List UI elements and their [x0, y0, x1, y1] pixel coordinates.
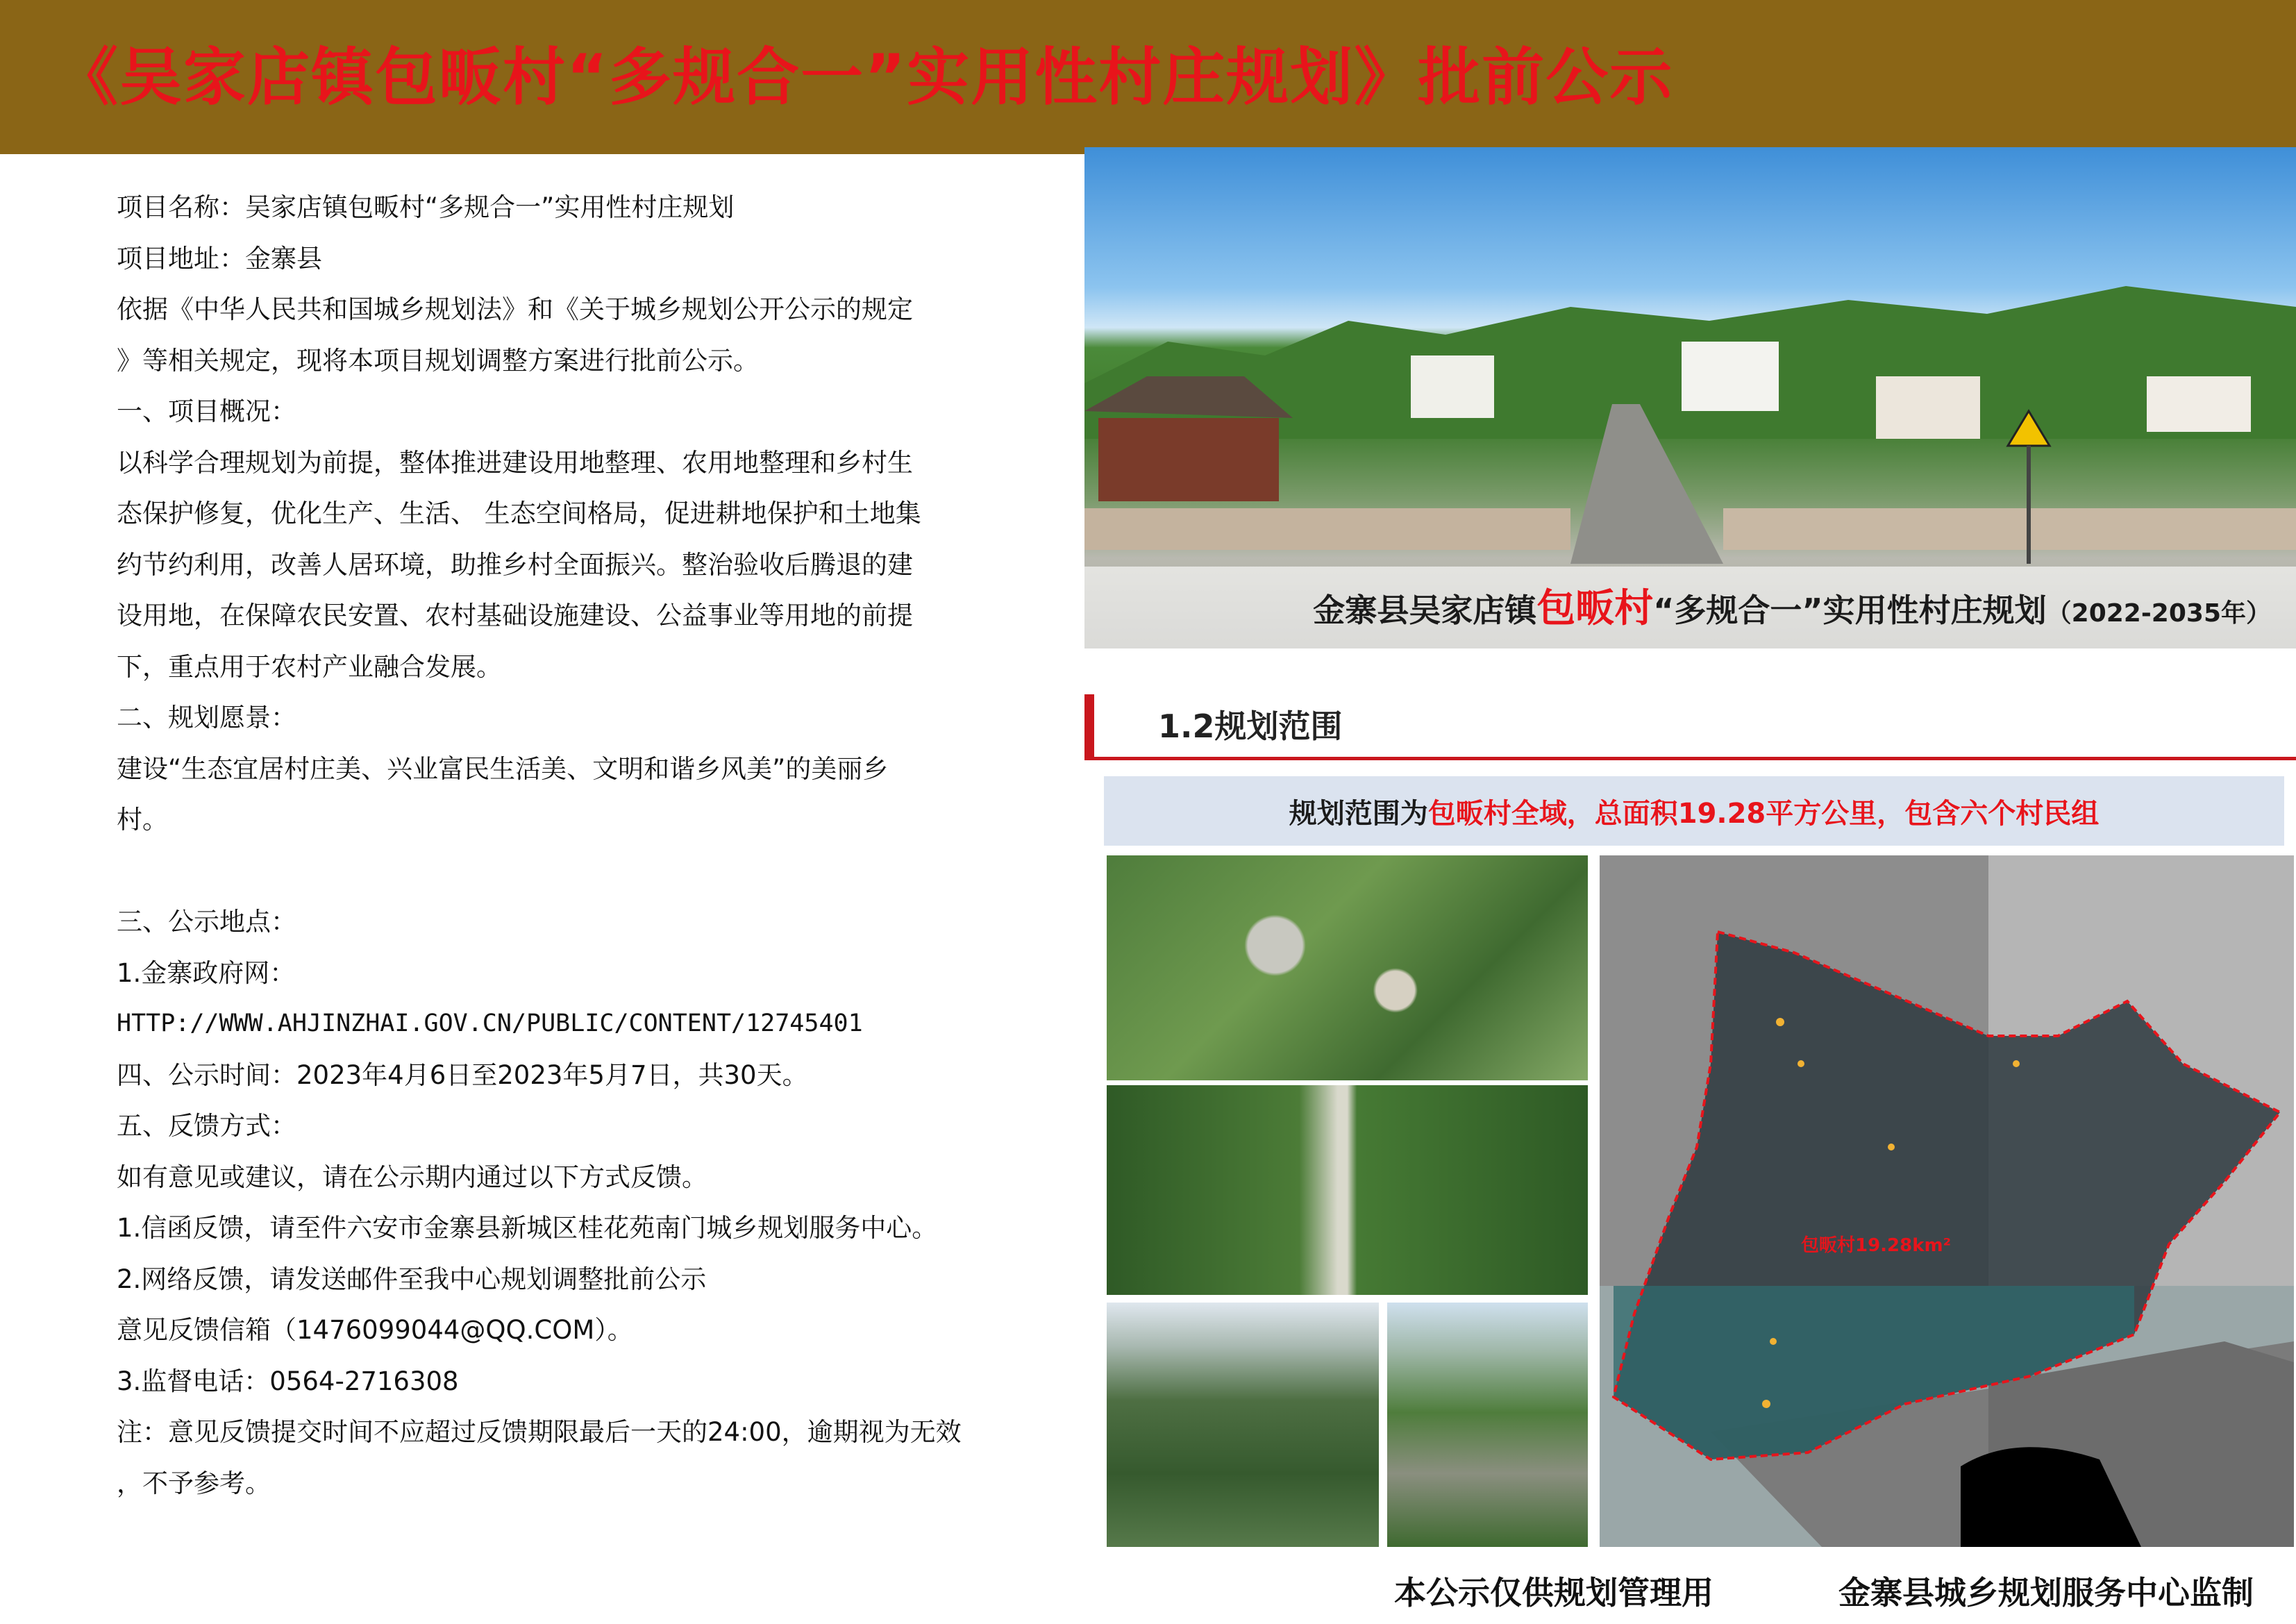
notice-line: ，不予参考。: [117, 1468, 271, 1498]
section-title: 1.2规划范围: [1158, 708, 1343, 745]
hero-caption-band: [1084, 567, 2296, 648]
phone-line: 3.监督电话：0564-2716308: [117, 1366, 459, 1396]
notice-line: 项目名称：吴家店镇包畈村“多规合一”实用性村庄规划: [117, 192, 735, 222]
notice-line: 下，重点用于农村产业融合发展。: [117, 651, 502, 682]
scope-highlight: 包畈村全域，总面积19.28平方公里，包含六个村民组: [1427, 798, 2100, 830]
notice-line: 约节约利用，改善人居环境，助推乡村全面振兴。整治验收后腾退的建: [117, 549, 913, 580]
notice-line: 》等相关规定，现将本项目规划调整方案进行批前公示。: [117, 345, 759, 376]
boundary-map-graphic: [1600, 855, 2294, 1547]
river-village-photo: [1387, 1303, 1588, 1547]
email-line[interactable]: 意见反馈信箱（1476099044@QQ.COM）。: [117, 1315, 633, 1345]
notice-line: 注：意见反馈提交时间不应超过反馈期限最后一天的24:00，逾期视为无效: [117, 1417, 962, 1447]
map-area-label: 包畈村19.28km²: [1801, 1235, 1952, 1256]
mountain-pond-photo: [1107, 1303, 1379, 1547]
notice-line: 1.金寨政府网：: [117, 957, 296, 988]
planning-boundary-map: [1600, 855, 2294, 1547]
footer-supervisor: 金寨县城乡规划服务中心监制: [1838, 1574, 2254, 1612]
notice-line: 依据《中华人民共和国城乡规划法》和《关于城乡规划公开公示的规定: [117, 294, 913, 324]
aerial-village-photo: [1107, 855, 1588, 1080]
notice-line: 四、公示时间：2023年4月6日至2023年5月7日，共30天。: [117, 1060, 808, 1090]
village-hero-photo: [1084, 147, 2296, 648]
section-accent-bar: [1084, 694, 1094, 757]
notice-line: 设用地，在保障农民安置、农村基础设施建设、公益事业等用地的前提: [117, 601, 913, 630]
section-divider: [1084, 757, 2296, 760]
aerial-forest-road-photo: [1107, 1085, 1588, 1295]
spacer: [117, 846, 1089, 897]
notice-line: 五、反馈方式：: [117, 1111, 296, 1141]
scope-prefix: 规划范围为: [1289, 798, 1428, 830]
caption-years: （2022-2035年）: [2046, 599, 2271, 628]
scope-banner: [1104, 776, 2284, 846]
notice-line: 建设“生态宜居村庄美、兴业富民生活美、文明和谐乡风美”的美丽乡: [117, 753, 889, 784]
notice-line: 二、规划愿景：: [117, 703, 296, 733]
website-url-link[interactable]: HTTP://WWW.AHJINZHAI.GOV.CN/PUBLIC/CONTENT/12745401: [117, 1010, 863, 1037]
notice-line: 2.网络反馈，请发送邮件至我中心规划调整批前公示: [117, 1264, 707, 1294]
notice-line: 如有意见或建议，请在公示期内通过以下方式反馈。: [117, 1162, 707, 1192]
hero-caption: [1313, 578, 2271, 633]
caption-village: 包畈村: [1536, 586, 1654, 631]
notice-line: 项目地址：金寨县: [117, 243, 322, 274]
notice-line: 态保护修复，优化生产、生活、 生态空间格局，促进耕地保护和土地集: [117, 499, 921, 528]
page-title: 《吴家店镇包畈村“多规合一”实用性村庄规划》批前公示: [56, 41, 1674, 114]
footer-note: 本公示仅供规划管理用: [1394, 1574, 1713, 1612]
notice-text: [117, 182, 1089, 1509]
header-banner: [0, 0, 2296, 154]
notice-line: 村。: [117, 805, 168, 835]
notice-line: 1.信函反馈，请至件六安市金寨县新城区桂花苑南门城乡规划服务中心。: [117, 1213, 938, 1243]
caption-suffix: “多规合一”实用性村庄规划: [1653, 592, 2047, 629]
notice-line: 以科学合理规划为前提，整体推进建设用地整理、农用地整理和乡村生: [117, 447, 913, 478]
scope-text: [1104, 792, 2284, 831]
caption-prefix: 金寨县吴家店镇: [1313, 592, 1537, 629]
notice-line: 三、公示地点：: [117, 907, 296, 937]
notice-line: 一、项目概况：: [117, 396, 296, 426]
